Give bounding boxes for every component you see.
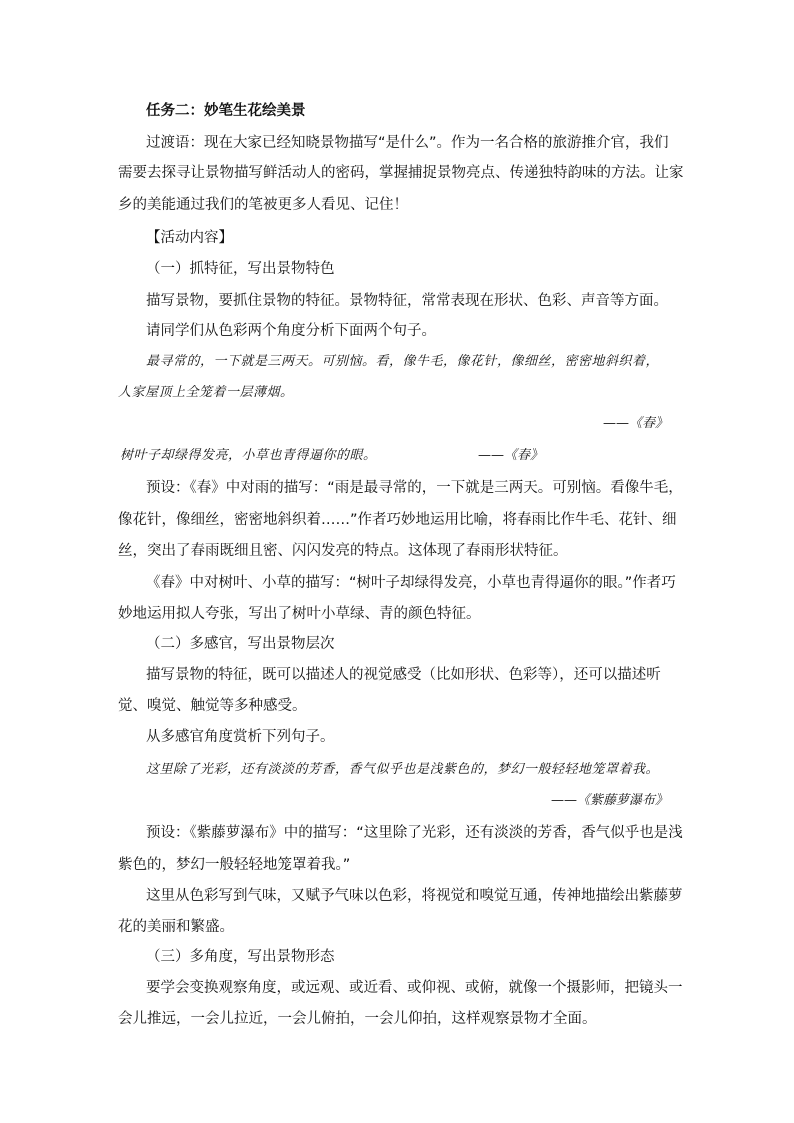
intro-line: 需要去探寻让景物描写鲜活动人的密码，掌握捕捉景物亮点、传递独特韵味的方法。让家	[118, 165, 684, 181]
intro-line: 乡的美能通过我们的笔被更多人看见、记住！	[118, 197, 408, 213]
preset-line: 预设：《紫藤萝瀑布》中的描写：“这里除了光彩，还有淡淡的芳香，香气似乎也是浅	[146, 825, 683, 841]
activity-heading: 【活动内容】	[146, 230, 233, 246]
preset-line: 像花针，像细丝，密密地斜织着……”作者巧妙地运用比喻，将春雨比作牛毛、花针、细	[118, 512, 677, 528]
section3-heading: （三）多角度，写出景物形态	[146, 949, 335, 965]
preset-line: 妙地运用拟人夸张，写出了树叶小草绿、青的颜色特征。	[118, 606, 481, 622]
section3-paragraph: 会儿推远，一会儿拉近，一会儿俯拍，一会儿仰拍，这样观察景物才全面。	[118, 1011, 597, 1027]
section3-paragraph: 要学会变换观察角度，或远观、或近看、或仰视、或俯，就像一个摄影师，把镜头一	[146, 980, 683, 996]
section1-paragraph: 描写景物，要抓住景物的特征。景物特征，常常表现在形状、色彩、声音等方面。	[146, 293, 668, 309]
preset-line: 紫色的，梦幻一般轻轻地笼罩着我。”	[118, 857, 351, 873]
section2-heading: （二）多感官，写出景物层次	[146, 636, 335, 652]
section2-paragraph: 觉、嗅觉、触觉等多种感受。	[118, 698, 307, 714]
preset-line: 预设：《春》中对雨的描写：“雨是最寻常的，一下就是三两天。可别恼。看像牛毛，	[146, 480, 683, 496]
preset-line: 丝，突出了春雨既细且密、闪闪发亮的特点。这体现了春雨形状特征。	[118, 543, 568, 559]
quote-source: ——《春》	[602, 416, 668, 431]
quote-line: 这里除了光彩，还有淡淡的芳香，香气似乎也是浅紫色的，梦幻一般轻轻地笼罩着我。	[146, 762, 660, 777]
analysis-line: 这里从色彩写到气味，又赋予气味以色彩，将视觉和嗅觉互通，传神地描绘出紫藤萝	[146, 888, 683, 904]
section1-paragraph: 请同学们从色彩两个角度分析下面两个句子。	[146, 323, 436, 339]
analysis-line: 花的美丽和繁盛。	[118, 919, 234, 935]
quote-line: 最寻常的，一下就是三两天。可别恼。看，像牛毛，像花针，像细丝，密密地斜织着，	[146, 354, 660, 369]
preset-line: 《春》中对树叶、小草的描写：“树叶子却绿得发亮，小草也青得逼你的眼。”作者巧	[146, 575, 676, 591]
section2-paragraph: 描写景物的特征，既可以描述人的视觉感受（比如形状、色彩等），还可以描述听	[146, 667, 661, 683]
section2-paragraph: 从多感官角度赏析下列句子。	[146, 729, 335, 745]
quote-source: ——《春》	[478, 448, 544, 463]
quote-line: 人家屋顶上全笼着一层薄烟。	[118, 385, 294, 400]
intro-line: 过渡语：现在大家已经知晓景物描写“是什么”。作为一名合格的旅游推介官，我们	[146, 135, 669, 151]
quote-line: 树叶子却绿得发亮，小草也青得逼你的眼。	[120, 448, 377, 463]
quote-source: ——《紫藤萝瀑布》	[550, 793, 668, 808]
section1-heading: （一）抓特征，写出景物特色	[146, 261, 335, 277]
task-title: 任务二：妙笔生花绘美景	[146, 103, 306, 119]
